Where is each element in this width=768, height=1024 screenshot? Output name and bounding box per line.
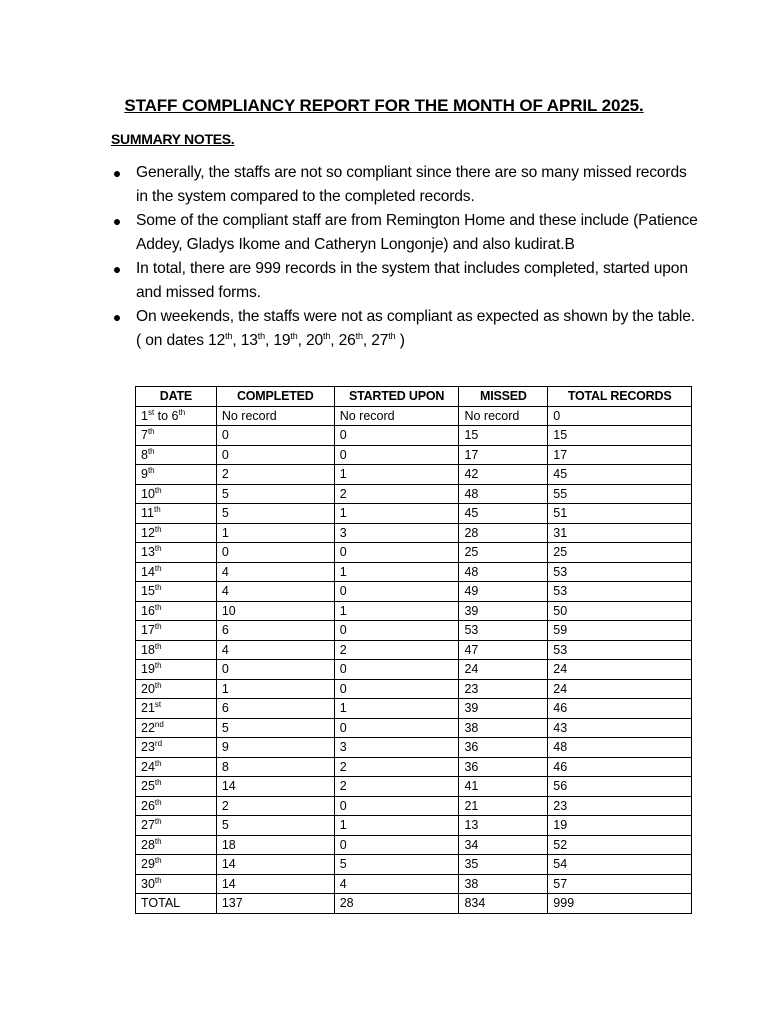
cell-total-records: 55 xyxy=(548,484,692,504)
cell-completed: 8 xyxy=(216,757,334,777)
cell-started-upon: 0 xyxy=(334,679,459,699)
cell-missed: 13 xyxy=(459,816,548,836)
cell-completed: 18 xyxy=(216,835,334,855)
cell-date: 12th xyxy=(136,523,217,543)
cell-total-records: 59 xyxy=(548,621,692,641)
cell-date: 30th xyxy=(136,874,217,894)
cell-total-records: 56 xyxy=(548,777,692,797)
cell-total-records: 57 xyxy=(548,874,692,894)
cell-date: 16th xyxy=(136,601,217,621)
cell-started-upon: 1 xyxy=(334,601,459,621)
table-row xyxy=(136,796,692,816)
table-row xyxy=(136,699,692,719)
cell-started-upon: 2 xyxy=(334,757,459,777)
table-row xyxy=(136,855,692,875)
weekend-date: 12th xyxy=(208,330,233,349)
weekend-date: 13th xyxy=(240,330,265,349)
cell-total-records: 999 xyxy=(548,894,692,914)
cell-missed: 23 xyxy=(459,679,548,699)
table-row xyxy=(136,445,692,465)
table-row xyxy=(136,640,692,660)
cell-date: 25th xyxy=(136,777,217,797)
cell-total-records: 46 xyxy=(548,699,692,719)
cell-total-records: 17 xyxy=(548,445,692,465)
header-completed: COMPLETED xyxy=(216,387,334,407)
cell-completed: 5 xyxy=(216,718,334,738)
cell-missed: 45 xyxy=(459,504,548,524)
table-row xyxy=(136,816,692,836)
cell-missed: 28 xyxy=(459,523,548,543)
table-row xyxy=(136,504,692,524)
cell-total-records: 52 xyxy=(548,835,692,855)
table-row xyxy=(136,543,692,563)
note-text-lead: On weekends, the staffs were not as compliant as expected as shown by the table. ( on dates xyxy=(136,308,695,349)
header-missed: MISSED xyxy=(459,387,548,407)
cell-started-upon: 28 xyxy=(334,894,459,914)
table-row xyxy=(136,426,692,446)
note-text: Generally, the staffs are not so compliant since there are so many missed records in the system compared to the completed records. xyxy=(136,164,687,205)
cell-date: 27th xyxy=(136,816,217,836)
cell-total-records: 51 xyxy=(548,504,692,524)
cell-date: 24th xyxy=(136,757,217,777)
cell-total-records: 15 xyxy=(548,426,692,446)
cell-date: 7th xyxy=(136,426,217,446)
weekend-date: 20th xyxy=(305,330,331,349)
summary-note xyxy=(111,209,701,257)
cell-started-upon: 0 xyxy=(334,426,459,446)
cell-completed: 1 xyxy=(216,523,334,543)
cell-total-records: 0 xyxy=(548,406,692,426)
cell-missed: 39 xyxy=(459,601,548,621)
cell-missed: 48 xyxy=(459,562,548,582)
note-text: In total, there are 999 records in the system that includes completed, started upon and missed forms. xyxy=(136,260,688,301)
cell-started-upon: 2 xyxy=(334,640,459,660)
table-header-row xyxy=(136,387,692,407)
summary-note xyxy=(111,257,701,305)
cell-started-upon: 1 xyxy=(334,816,459,836)
cell-date: 17th xyxy=(136,621,217,641)
bullet-icon: ● xyxy=(112,309,122,325)
cell-total-records: 53 xyxy=(548,640,692,660)
table-row xyxy=(136,523,692,543)
table-body xyxy=(136,406,692,913)
cell-missed: 36 xyxy=(459,757,548,777)
table-row xyxy=(136,679,692,699)
cell-total-records: 43 xyxy=(548,718,692,738)
cell-completed: 5 xyxy=(216,504,334,524)
cell-started-upon: 0 xyxy=(334,543,459,563)
cell-started-upon: 0 xyxy=(334,445,459,465)
cell-started-upon: 5 xyxy=(334,855,459,875)
cell-total-records: 24 xyxy=(548,679,692,699)
cell-missed: 25 xyxy=(459,543,548,563)
cell-missed: 17 xyxy=(459,445,548,465)
cell-completed: 0 xyxy=(216,543,334,563)
cell-date: 18th xyxy=(136,640,217,660)
table-row xyxy=(136,738,692,758)
cell-missed: 34 xyxy=(459,835,548,855)
cell-total-records: 24 xyxy=(548,660,692,680)
cell-started-upon: 2 xyxy=(334,484,459,504)
bullet-icon: ● xyxy=(112,165,122,181)
note-text: On weekends, the staffs were not as compliant as expected as shown by the table. ( on dates 12th, 13th, 19th, 20th, 26th, 27th ) xyxy=(136,308,695,349)
summary-note xyxy=(111,305,701,353)
cell-started-upon: 4 xyxy=(334,874,459,894)
cell-started-upon: 1 xyxy=(334,504,459,524)
cell-date: 29th xyxy=(136,855,217,875)
cell-started-upon: No record xyxy=(334,406,459,426)
header-total-records: TOTAL RECORDS xyxy=(548,387,692,407)
cell-missed: 35 xyxy=(459,855,548,875)
cell-date: 15th xyxy=(136,582,217,602)
cell-date: 23rd xyxy=(136,738,217,758)
table-row xyxy=(136,777,692,797)
cell-started-upon: 0 xyxy=(334,718,459,738)
cell-missed: 21 xyxy=(459,796,548,816)
bullet-icon: ● xyxy=(112,213,122,229)
cell-missed: 48 xyxy=(459,484,548,504)
cell-started-upon: 0 xyxy=(334,621,459,641)
cell-date: 1st to 6th xyxy=(136,406,217,426)
page-title: STAFF COMPLIANCY REPORT FOR THE MONTH OF APRIL 2025. xyxy=(124,96,644,115)
table-row xyxy=(136,562,692,582)
compliance-table xyxy=(135,386,692,914)
cell-started-upon: 0 xyxy=(334,835,459,855)
cell-total-records: 19 xyxy=(548,816,692,836)
table-row xyxy=(136,757,692,777)
weekend-date: 19th xyxy=(273,330,298,349)
summary-note xyxy=(111,161,701,209)
cell-completed: 10 xyxy=(216,601,334,621)
cell-total-records: 46 xyxy=(548,757,692,777)
cell-completed: 6 xyxy=(216,699,334,719)
table-total-row xyxy=(136,894,692,914)
cell-missed: 41 xyxy=(459,777,548,797)
cell-started-upon: 2 xyxy=(334,777,459,797)
cell-date: TOTAL xyxy=(136,894,217,914)
cell-date: 9th xyxy=(136,465,217,485)
cell-date: 26th xyxy=(136,796,217,816)
cell-completed: 14 xyxy=(216,777,334,797)
cell-started-upon: 1 xyxy=(334,465,459,485)
cell-completed: 0 xyxy=(216,426,334,446)
cell-completed: 5 xyxy=(216,816,334,836)
cell-total-records: 23 xyxy=(548,796,692,816)
summary-notes-list xyxy=(111,161,701,353)
cell-missed: 38 xyxy=(459,718,548,738)
table-row xyxy=(136,621,692,641)
cell-date: 10th xyxy=(136,484,217,504)
cell-completed: 6 xyxy=(216,621,334,641)
cell-date: 22nd xyxy=(136,718,217,738)
cell-completed: 4 xyxy=(216,582,334,602)
cell-missed: 24 xyxy=(459,660,548,680)
cell-completed: 2 xyxy=(216,465,334,485)
cell-date: 20th xyxy=(136,679,217,699)
cell-started-upon: 1 xyxy=(334,562,459,582)
cell-missed: 38 xyxy=(459,874,548,894)
cell-date: 19th xyxy=(136,660,217,680)
cell-started-upon: 1 xyxy=(334,699,459,719)
cell-completed: 5 xyxy=(216,484,334,504)
cell-missed: 834 xyxy=(459,894,548,914)
cell-total-records: 50 xyxy=(548,601,692,621)
header-started-upon: STARTED UPON xyxy=(334,387,459,407)
cell-completed: No record xyxy=(216,406,334,426)
table-row xyxy=(136,484,692,504)
weekend-date: 26th xyxy=(338,330,363,349)
cell-completed: 2 xyxy=(216,796,334,816)
cell-date: 14th xyxy=(136,562,217,582)
cell-completed: 14 xyxy=(216,874,334,894)
cell-started-upon: 0 xyxy=(334,660,459,680)
table-row xyxy=(136,835,692,855)
table-row xyxy=(136,660,692,680)
table-row xyxy=(136,406,692,426)
cell-missed: 53 xyxy=(459,621,548,641)
table-row xyxy=(136,601,692,621)
cell-date: 28th xyxy=(136,835,217,855)
cell-missed: 47 xyxy=(459,640,548,660)
cell-missed: 15 xyxy=(459,426,548,446)
cell-completed: 4 xyxy=(216,640,334,660)
cell-date: 13th xyxy=(136,543,217,563)
cell-started-upon: 3 xyxy=(334,523,459,543)
bullet-icon: ● xyxy=(112,261,122,277)
header-date: DATE xyxy=(136,387,217,407)
cell-completed: 137 xyxy=(216,894,334,914)
weekend-date: 27th xyxy=(371,330,396,349)
cell-completed: 4 xyxy=(216,562,334,582)
note-text-end: ) xyxy=(395,332,405,349)
cell-date: 11th xyxy=(136,504,217,524)
cell-date: 8th xyxy=(136,445,217,465)
table-row xyxy=(136,874,692,894)
cell-started-upon: 3 xyxy=(334,738,459,758)
cell-completed: 14 xyxy=(216,855,334,875)
note-text: Some of the compliant staff are from Remington Home and these include (Patience Addey, Gladys Ikome and Catheryn Longonje) and also kudirat.B xyxy=(136,212,698,253)
cell-missed: 39 xyxy=(459,699,548,719)
cell-total-records: 48 xyxy=(548,738,692,758)
cell-completed: 1 xyxy=(216,679,334,699)
cell-completed: 0 xyxy=(216,660,334,680)
cell-date: 21st xyxy=(136,699,217,719)
cell-started-upon: 0 xyxy=(334,796,459,816)
cell-started-upon: 0 xyxy=(334,582,459,602)
cell-total-records: 31 xyxy=(548,523,692,543)
cell-total-records: 25 xyxy=(548,543,692,563)
table-row xyxy=(136,465,692,485)
cell-missed: No record xyxy=(459,406,548,426)
table-row xyxy=(136,718,692,738)
cell-completed: 0 xyxy=(216,445,334,465)
summary-heading: SUMMARY NOTES. xyxy=(111,131,235,147)
cell-completed: 9 xyxy=(216,738,334,758)
cell-total-records: 54 xyxy=(548,855,692,875)
cell-missed: 42 xyxy=(459,465,548,485)
cell-total-records: 53 xyxy=(548,582,692,602)
cell-missed: 36 xyxy=(459,738,548,758)
table-row xyxy=(136,582,692,602)
cell-missed: 49 xyxy=(459,582,548,602)
cell-total-records: 45 xyxy=(548,465,692,485)
cell-total-records: 53 xyxy=(548,562,692,582)
